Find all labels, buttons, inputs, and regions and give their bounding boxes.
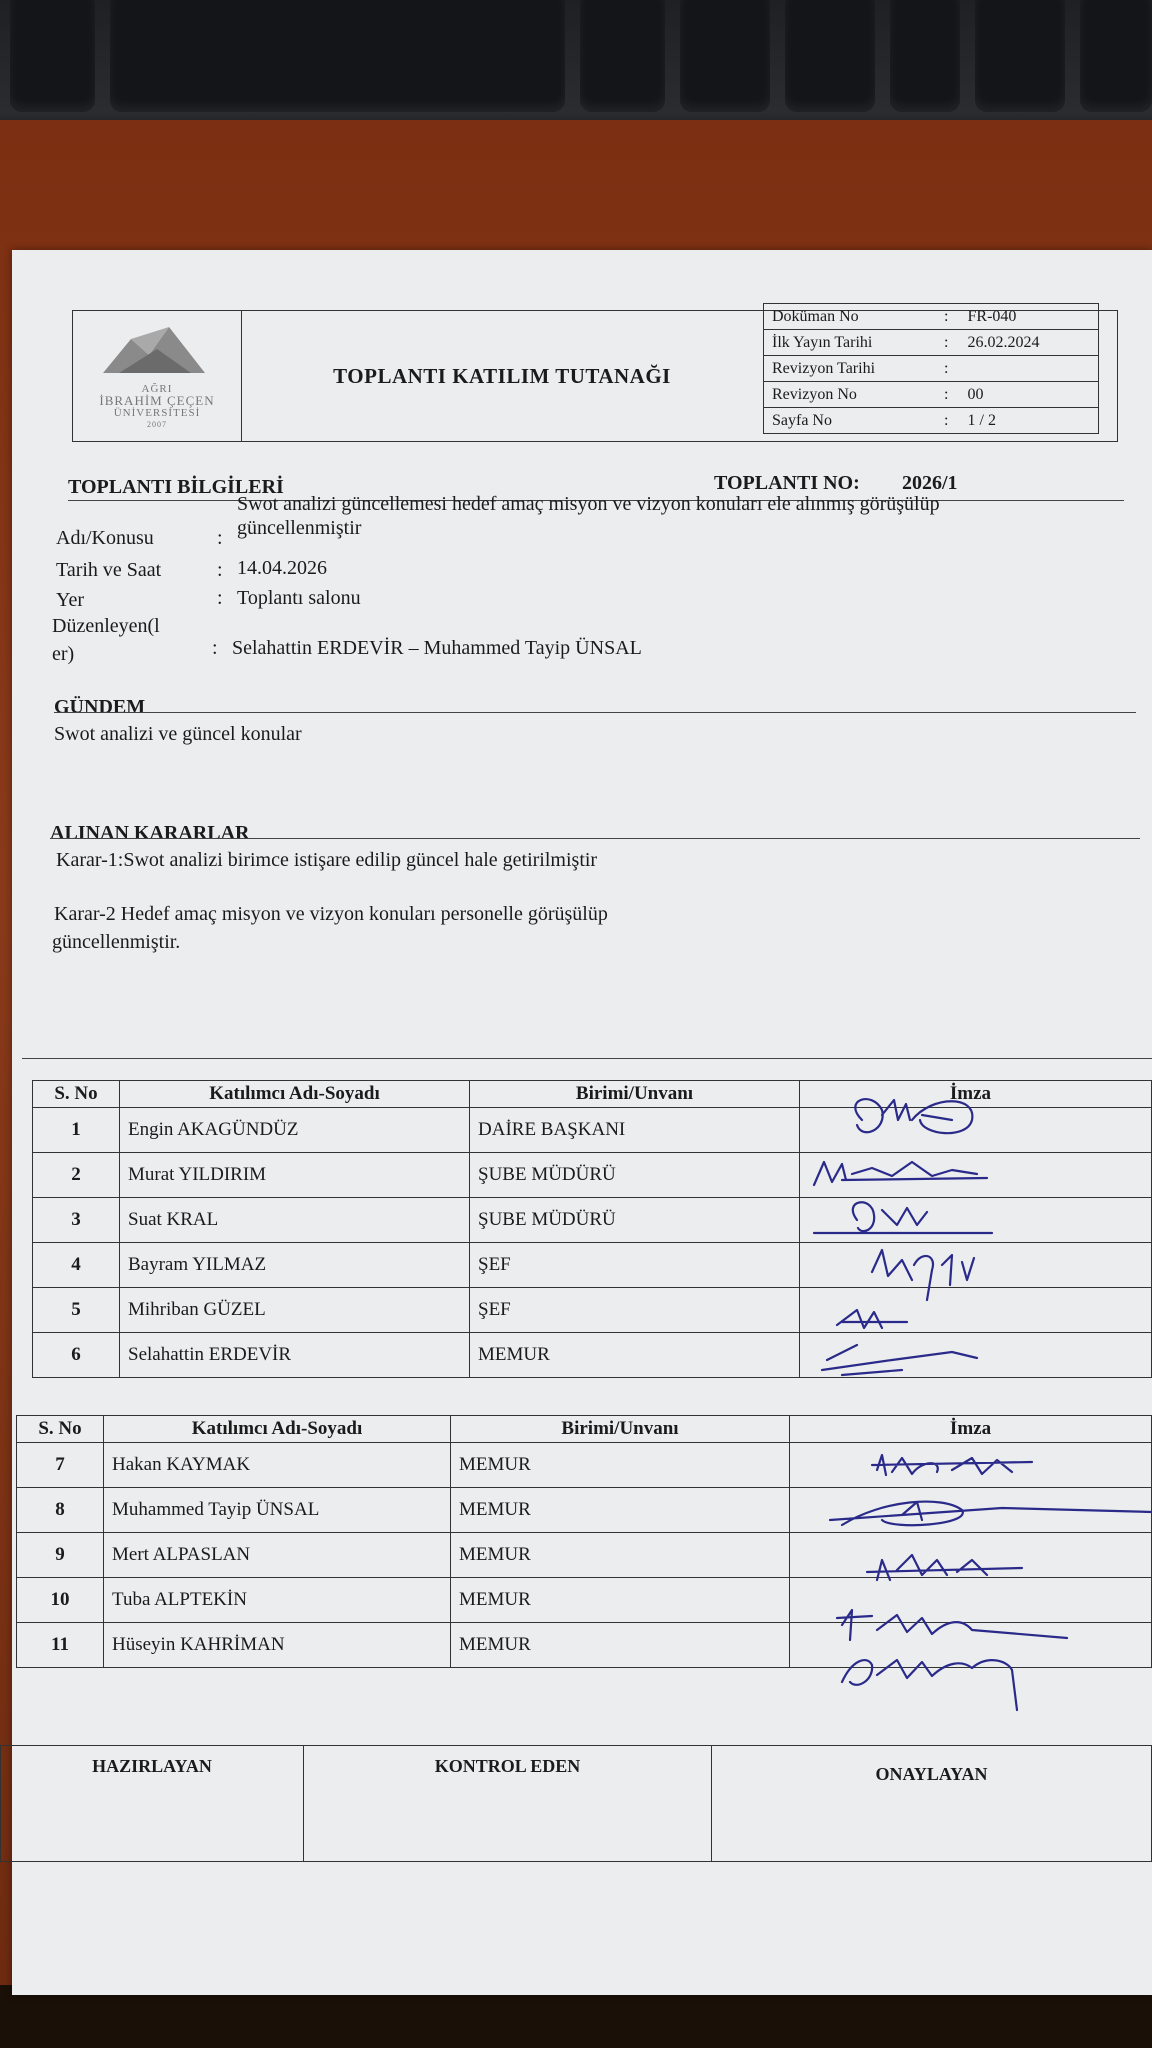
meta-colon: : — [933, 408, 959, 434]
row-name: Suat KRAL — [120, 1198, 470, 1243]
meta-colon: : — [933, 330, 959, 356]
date-colon: : — [217, 559, 223, 581]
row-no: 5 — [33, 1288, 120, 1333]
document-meta-table — [763, 303, 1099, 434]
row-name: Bayram YILMAZ — [120, 1243, 470, 1288]
meta-label: İlk Yayın Tarihi — [764, 330, 934, 356]
meta-colon: : — [933, 304, 959, 330]
logo-line-4: 2007 — [147, 420, 167, 429]
table-header-row — [17, 1416, 1152, 1443]
meta-row — [764, 304, 1099, 330]
row-no: 1 — [33, 1108, 120, 1153]
decision-1: Karar-1:Swot analizi birimce istişare edilip güncel hale getirilmiştir — [56, 849, 598, 871]
signatures-block-1 — [802, 1090, 1052, 1340]
prepared-by-cell: HAZIRLAYAN — [1, 1746, 304, 1862]
organizer-colon: : — [212, 637, 218, 659]
subject-line-1: Swot analizi güncellemesi hedef amaç misyon ve vizyon konuları ele alınmış görüşülüp — [237, 493, 940, 515]
col-header-name: Katılımcı Adı-Soyadı — [120, 1081, 470, 1108]
place-value: Toplantı salonu — [237, 587, 361, 609]
divider — [50, 838, 1140, 839]
row-no: 9 — [17, 1533, 104, 1578]
row-name: Tuba ALPTEKİN — [104, 1578, 451, 1623]
divider — [54, 712, 1136, 713]
meeting-no-label: TOPLANTI NO: — [714, 472, 860, 494]
row-unit: MEMUR — [451, 1443, 790, 1488]
row-name: Mert ALPASLAN — [104, 1533, 451, 1578]
decisions-title: ALINAN KARARLAR — [50, 822, 250, 844]
approval-row — [1, 1746, 1152, 1862]
row-name: Murat YILDIRIM — [120, 1153, 470, 1198]
meta-value: FR-040 — [960, 304, 1099, 330]
meta-label: Doküman No — [764, 304, 934, 330]
row-no: 11 — [17, 1623, 104, 1668]
meta-colon: : — [933, 356, 959, 382]
row-no: 8 — [17, 1488, 104, 1533]
col-header-signature: İmza — [790, 1416, 1152, 1443]
meta-row — [764, 330, 1099, 356]
col-header-name: Katılımcı Adı-Soyadı — [104, 1416, 451, 1443]
meeting-no-value: 2026/1 — [902, 472, 958, 494]
col-header-no: S. No — [33, 1081, 120, 1108]
row-name: Mihriban GÜZEL — [120, 1288, 470, 1333]
signatures-block-2 — [822, 1450, 1152, 1690]
decision-2-line-1: Karar-2 Hedef amaç misyon ve vizyon konuları personelle görüşülüp — [54, 903, 608, 925]
row-name: Selahattin ERDEVİR — [120, 1333, 470, 1378]
row-no: 6 — [33, 1333, 120, 1378]
col-header-unit: Birimi/Unvanı — [470, 1081, 800, 1108]
date-label: Tarih ve Saat — [56, 559, 162, 581]
place-label: Yer — [56, 589, 84, 611]
row-no: 7 — [17, 1443, 104, 1488]
row-unit: MEMUR — [470, 1333, 800, 1378]
meta-label: Revizyon No — [764, 382, 934, 408]
row-unit: ŞEF — [470, 1243, 800, 1288]
row-unit: MEMUR — [451, 1533, 790, 1578]
meta-value: 1 / 2 — [960, 408, 1099, 434]
agenda-text: Swot analizi ve güncel konular — [54, 723, 302, 745]
row-no: 3 — [33, 1198, 120, 1243]
logo-line-1: AĞRI — [141, 383, 173, 395]
meta-value — [960, 356, 1099, 382]
col-header-no: S. No — [17, 1416, 104, 1443]
meta-value: 26.02.2024 — [960, 330, 1099, 356]
approved-by-label: ONAYLAYAN — [875, 1764, 988, 1784]
row-name: Hüseyin KAHRİMAN — [104, 1623, 451, 1668]
meta-row — [764, 356, 1099, 382]
document-title: TOPLANTI KATILIM TUTANAĞI — [333, 363, 671, 388]
subject-line-2: güncellenmiştir — [237, 517, 362, 539]
meta-label: Revizyon Tarihi — [764, 356, 934, 382]
agenda-title: GÜNDEM — [54, 696, 146, 718]
meta-value: 00 — [960, 382, 1099, 408]
row-unit: MEMUR — [451, 1578, 790, 1623]
meta-row — [764, 382, 1099, 408]
decision-2-line-2: güncellenmiştir. — [52, 931, 181, 953]
subject-colon: : — [217, 527, 223, 549]
logo-line-2: İBRAHİM ÇEÇEN — [99, 393, 215, 408]
keyboard-background — [0, 0, 1152, 140]
organizer-label-1: Düzenleyen(l — [52, 615, 160, 637]
row-no: 10 — [17, 1578, 104, 1623]
divider — [22, 1058, 1152, 1059]
row-name: Engin AKAGÜNDÜZ — [120, 1108, 470, 1153]
row-unit: ŞEF — [470, 1288, 800, 1333]
row-no: 4 — [33, 1243, 120, 1288]
document-page — [12, 250, 1152, 1995]
row-unit: ŞUBE MÜDÜRÜ — [470, 1198, 800, 1243]
logo-line-3: ÜNİVERSİTESİ — [113, 407, 201, 419]
meta-label: Sayfa No — [764, 408, 934, 434]
row-name: Hakan KAYMAK — [104, 1443, 451, 1488]
row-unit: DAİRE BAŞKANI — [470, 1108, 800, 1153]
row-unit: MEMUR — [451, 1488, 790, 1533]
document-header — [72, 307, 1118, 442]
col-header-signature: İmza — [800, 1081, 1152, 1108]
controlled-by-cell: KONTROL EDEN — [304, 1746, 712, 1862]
approval-table — [0, 1745, 1152, 1862]
col-header-unit: Birimi/Unvanı — [451, 1416, 790, 1443]
organizer-value: Selahattin ERDEVİR – Muhammed Tayip ÜNSAL — [232, 637, 642, 659]
organizer-label-2: er) — [52, 643, 75, 665]
meta-row — [764, 408, 1099, 434]
row-no: 2 — [33, 1153, 120, 1198]
place-colon: : — [217, 587, 223, 609]
approved-by-cell — [712, 1746, 1152, 1862]
row-name: Muhammed Tayip ÜNSAL — [104, 1488, 451, 1533]
subject-label: Adı/Konusu — [56, 527, 154, 549]
row-unit: ŞUBE MÜDÜRÜ — [470, 1153, 800, 1198]
row-unit: MEMUR — [451, 1623, 790, 1668]
university-logo — [73, 311, 242, 441]
meta-colon: : — [933, 382, 959, 408]
date-value: 14.04.2026 — [237, 557, 327, 579]
meeting-info-title: TOPLANTI BİLGİLERİ — [68, 476, 284, 498]
